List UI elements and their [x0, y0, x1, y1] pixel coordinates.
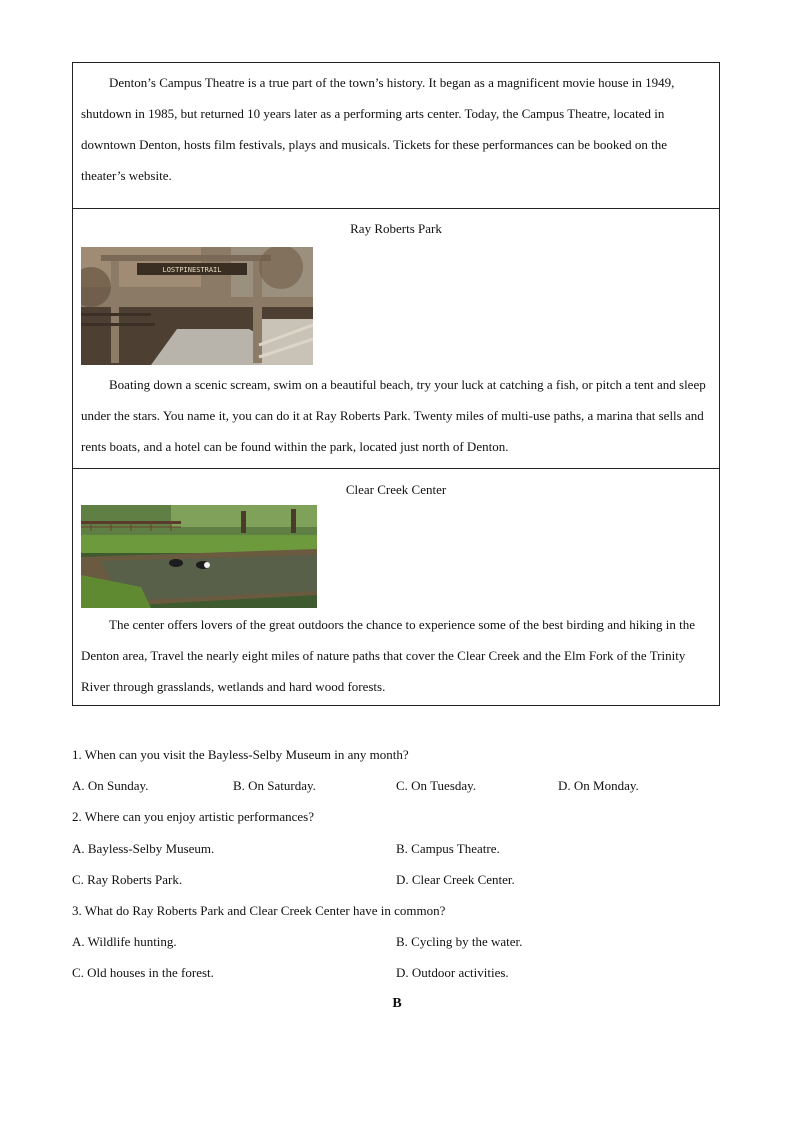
question-2-option-c[interactable]: C. Ray Roberts Park.	[72, 872, 183, 887]
question-2-option-d[interactable]: D. Clear Creek Center.	[396, 872, 515, 887]
row-divider-2	[73, 468, 719, 469]
clear-creek-center-text: The center offers lovers of the great outdoors the chance to experience some of the best birding and hiking in the Denton area, Travel the nearly eight miles of nature paths that cover the Clear Creek and the Elm Fork of the Trinity River through grasslands, wetlands and hard wood forests.	[81, 617, 696, 694]
clear-creek-center-title: Clear Creek Center	[345, 482, 447, 497]
ray-roberts-park-photo	[81, 247, 313, 365]
question-1-option-c[interactable]: C. On Tuesday.	[396, 778, 477, 793]
campus-theatre-text-rest: shutdown in 1985, but returned 10 years later as a performing arts center. Today, the Campus Theatre, located in downtown Denton, hosts film festivals, plays and musicals. Tickets for these performances can be booked on the theater’s website.	[81, 106, 667, 183]
question-3-option-b[interactable]: B. Cycling by the water.	[396, 934, 523, 949]
question-2-option-a[interactable]: A. Bayless-Selby Museum.	[72, 841, 215, 856]
campus-theatre-text	[81, 67, 713, 191]
passage-table	[72, 62, 720, 706]
question-1-option-d[interactable]: D. On Monday.	[558, 778, 639, 793]
row-divider-1	[73, 208, 719, 209]
question-1-option-a[interactable]: A. On Sunday.	[72, 778, 149, 793]
question-1-option-b[interactable]: B. On Saturday.	[233, 778, 316, 793]
question-2: 2. Where can you enjoy artistic performances?	[72, 809, 314, 824]
question-2-option-b[interactable]: B. Campus Theatre.	[396, 841, 500, 856]
question-1: 1. When can you visit the Bayless-Selby Museum in any month?	[72, 747, 409, 762]
question-3-option-c[interactable]: C. Old houses in the forest.	[72, 965, 214, 980]
ray-roberts-park-text: Boating down a scenic scream, swim on a beautiful beach, try your luck at catching a fish, or pitch a tent and sleep under the stars. You name it, you can do it at Ray Roberts Park. Twenty miles of multi-use paths, a marina that sells and rents boats, and a hotel can be found within the park, located just north of Denton.	[81, 377, 706, 454]
ray-roberts-park-title: Ray Roberts Park	[350, 221, 442, 236]
trail-gate-image	[81, 247, 313, 365]
question-3-option-a[interactable]: A. Wildlife hunting.	[72, 934, 177, 949]
question-3: 3. What do Ray Roberts Park and Clear Creek Center have in common?	[72, 903, 446, 918]
trail-sign-text: LOSTPINESTRAIL	[162, 266, 222, 274]
campus-theatre-text-line1: Denton’s Campus Theatre is a true part of the town’s history. It began as a magnificent movie house in 1949,	[109, 75, 675, 90]
clear-creek-center-photo	[81, 505, 317, 608]
question-3-option-d[interactable]: D. Outdoor activities.	[396, 965, 509, 980]
creek-image	[81, 505, 317, 608]
section-marker: B	[392, 996, 402, 1011]
